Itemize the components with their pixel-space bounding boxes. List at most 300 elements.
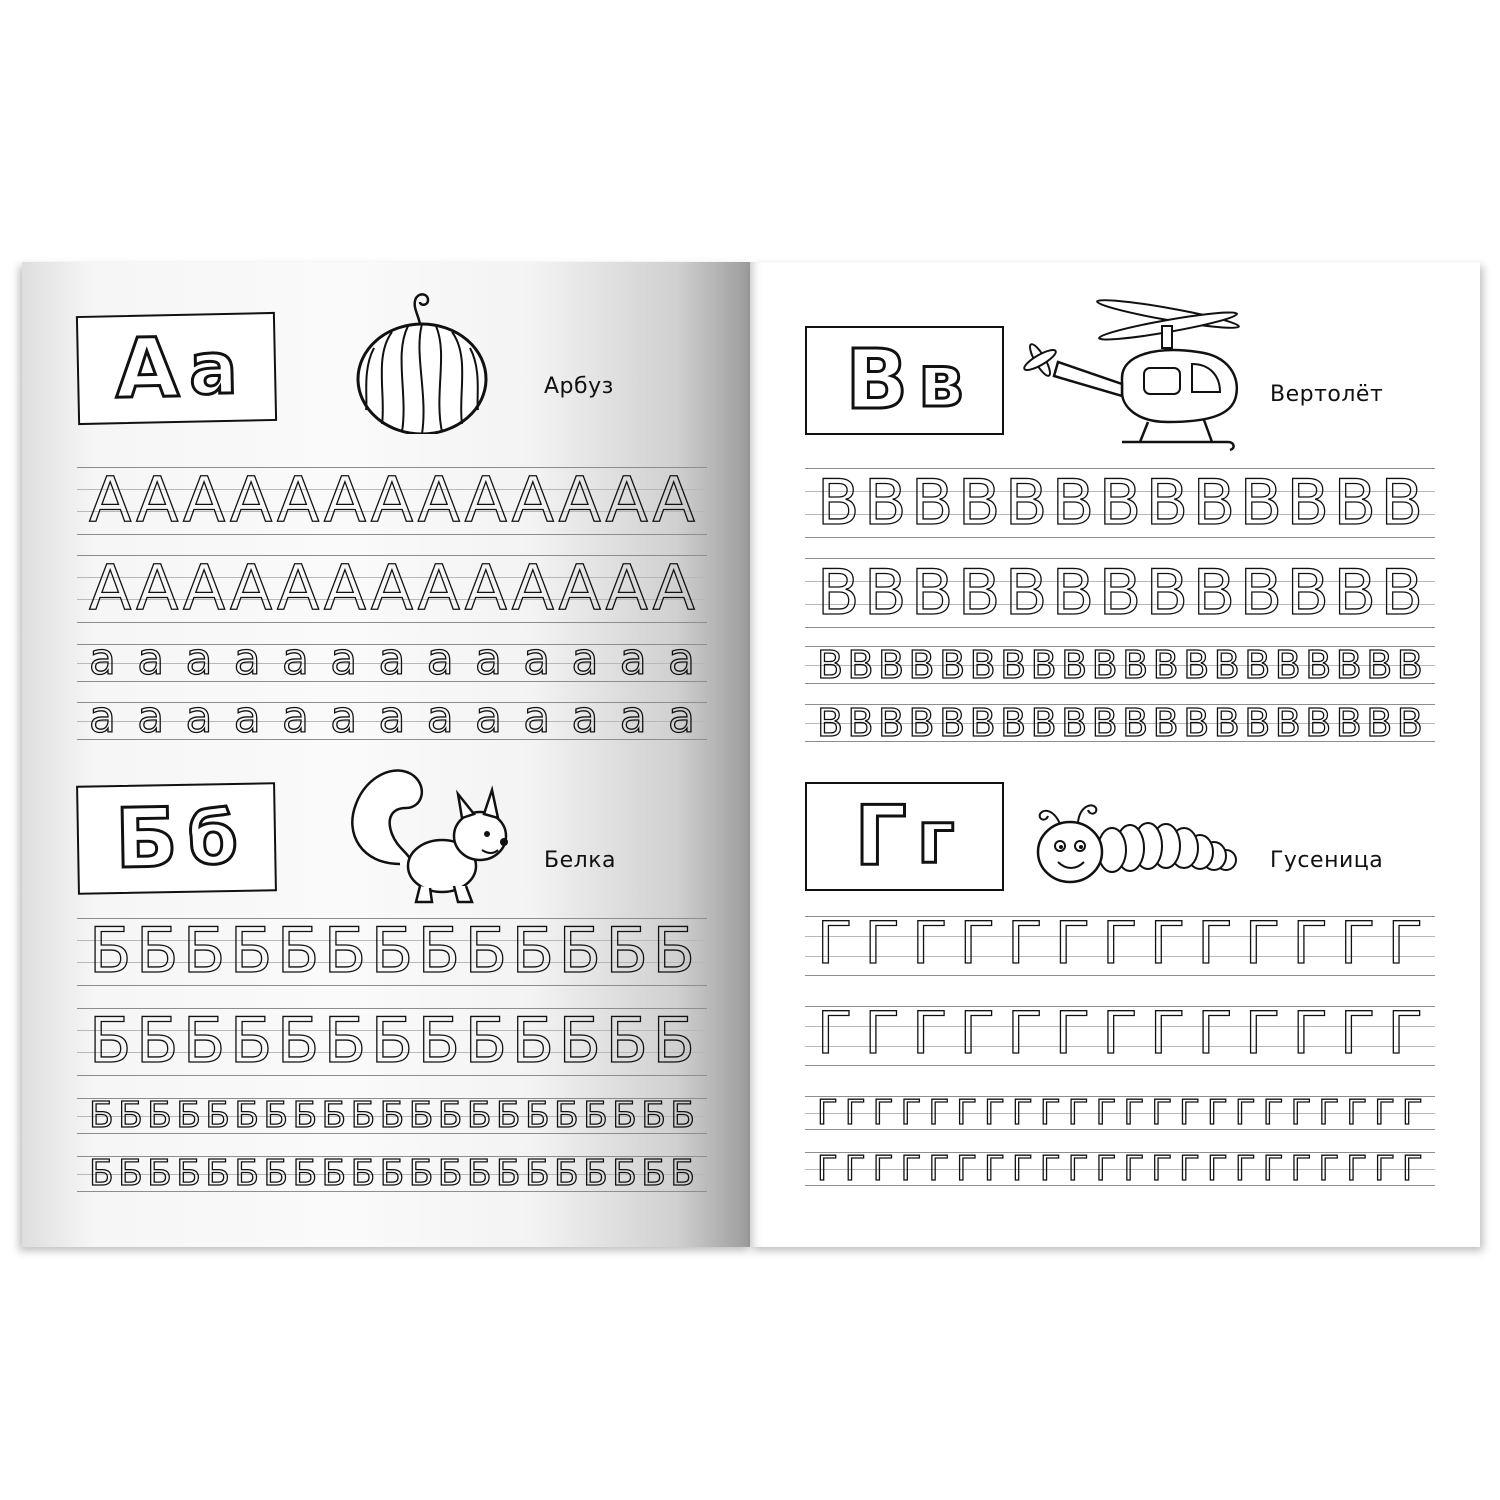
trace-letters bbox=[89, 634, 695, 685]
squirrel-illustration bbox=[342, 754, 512, 914]
trace-letter: В bbox=[1239, 466, 1283, 539]
trace-letter: Б bbox=[641, 1153, 666, 1194]
trace-letter: Б bbox=[89, 1004, 132, 1077]
trace-letter: Б bbox=[641, 1095, 666, 1136]
trace-letter: Г bbox=[864, 909, 900, 977]
trace-letter: В bbox=[969, 701, 996, 745]
trace-letter: Г bbox=[912, 999, 948, 1067]
trace-letters bbox=[817, 1093, 1423, 1133]
trace-letter: Б bbox=[321, 1153, 347, 1194]
trace-letter: В bbox=[817, 466, 860, 539]
writing-row bbox=[77, 1095, 707, 1136]
trace-letter: А bbox=[229, 463, 273, 536]
trace-letter: Б bbox=[524, 1153, 550, 1194]
trace-letter: Г bbox=[1262, 1093, 1284, 1133]
writing-row bbox=[805, 468, 1435, 538]
trace-letter: В bbox=[1183, 643, 1210, 687]
trace-letter: Г bbox=[1039, 1149, 1061, 1189]
trace-letter: а bbox=[668, 634, 695, 685]
trace-letter: Г bbox=[900, 1093, 922, 1133]
trace-letter: Г bbox=[1179, 1149, 1200, 1189]
trace-letter: Г bbox=[1318, 1149, 1340, 1189]
trace-letter: Б bbox=[89, 1153, 114, 1194]
writing-row bbox=[805, 643, 1435, 687]
writing-row bbox=[77, 551, 707, 624]
trace-letter: В bbox=[1061, 643, 1088, 687]
trace-letters bbox=[817, 556, 1423, 629]
trace-letter: В bbox=[817, 643, 844, 687]
word-label-arbuz: Арбуз bbox=[544, 374, 614, 399]
letter-upper: Б bbox=[114, 790, 179, 887]
trace-letter: В bbox=[817, 556, 860, 629]
trace-letter: Б bbox=[583, 1153, 608, 1194]
right-page bbox=[750, 262, 1480, 1247]
trace-letter: Б bbox=[670, 1095, 695, 1136]
caterpillar-illustration bbox=[1030, 796, 1240, 892]
trace-letter: Г bbox=[844, 1093, 866, 1133]
trace-letter: В bbox=[939, 643, 966, 687]
letter-lower: а bbox=[188, 325, 239, 411]
letter-card-v bbox=[805, 326, 1004, 435]
trace-letter: Б bbox=[437, 1095, 463, 1136]
trace-letter: а bbox=[523, 692, 551, 743]
trace-letter: В bbox=[1152, 643, 1179, 687]
trace-letter: Б bbox=[350, 1153, 376, 1194]
trace-letter: Б bbox=[417, 914, 461, 987]
trace-letter: Г bbox=[1402, 1149, 1423, 1189]
trace-letter: А bbox=[323, 551, 367, 624]
trace-letter: В bbox=[910, 556, 954, 629]
trace-letter: а bbox=[282, 634, 309, 685]
trace-letters bbox=[89, 1153, 695, 1194]
trace-letter: Г bbox=[1387, 999, 1423, 1067]
trace-letter: А bbox=[135, 551, 179, 624]
trace-letter: Г bbox=[1318, 1093, 1340, 1133]
trace-letter: В bbox=[1305, 701, 1332, 745]
trace-letters bbox=[89, 463, 695, 536]
writing-row bbox=[77, 914, 707, 987]
trace-letter: а bbox=[233, 692, 261, 743]
trace-letter: Б bbox=[118, 1095, 143, 1136]
trace-letter: Б bbox=[205, 1153, 230, 1194]
trace-letter: В bbox=[1192, 556, 1236, 629]
trace-letter: Б bbox=[466, 1153, 492, 1194]
trace-letter: Г bbox=[1207, 1149, 1228, 1189]
trace-letter: Г bbox=[1290, 1149, 1312, 1189]
trace-letter: В bbox=[1274, 701, 1301, 745]
trace-letter: Б bbox=[379, 1153, 405, 1194]
trace-letter: Б bbox=[276, 914, 320, 987]
trace-letter: Б bbox=[408, 1095, 434, 1136]
trace-letter: Б bbox=[370, 1004, 414, 1077]
trace-letters bbox=[817, 643, 1423, 687]
trace-letter: Г bbox=[1102, 999, 1138, 1067]
letter-card-b bbox=[76, 782, 277, 894]
writing-row bbox=[805, 701, 1435, 745]
trace-letter: В bbox=[1030, 643, 1057, 687]
trace-letter: Б bbox=[652, 1004, 695, 1077]
trace-letter: Б bbox=[350, 1095, 376, 1136]
trace-letter: Г bbox=[872, 1093, 894, 1133]
trace-letter: В bbox=[908, 701, 935, 745]
trace-letter: Г bbox=[1197, 999, 1233, 1067]
trace-letter: В bbox=[1239, 556, 1283, 629]
trace-letter: Г bbox=[1340, 999, 1376, 1067]
trace-letter: Б bbox=[323, 1004, 367, 1077]
trace-letter: Г bbox=[1095, 1149, 1117, 1189]
letter-upper: Г bbox=[854, 788, 907, 884]
writing-row bbox=[805, 999, 1435, 1067]
trace-letter: Г bbox=[1402, 1093, 1423, 1133]
trace-letter: Г bbox=[1123, 1149, 1145, 1189]
trace-letter: Г bbox=[1151, 1093, 1173, 1133]
trace-letter: Б bbox=[263, 1153, 289, 1194]
trace-letter: Б bbox=[118, 1153, 143, 1194]
trace-letter: В bbox=[1098, 466, 1142, 539]
trace-letter: В bbox=[863, 556, 907, 629]
trace-letters bbox=[817, 701, 1423, 745]
writing-row bbox=[805, 1093, 1435, 1133]
trace-letter: Б bbox=[176, 1153, 201, 1194]
writing-row bbox=[77, 463, 707, 536]
trace-letter: А bbox=[652, 463, 695, 536]
trace-letter: Г bbox=[1123, 1093, 1145, 1133]
trace-letter: Б bbox=[583, 1095, 608, 1136]
trace-letter: Г bbox=[1292, 909, 1328, 977]
trace-letters bbox=[89, 1095, 695, 1136]
trace-letter: Г bbox=[959, 909, 996, 977]
trace-letter: В bbox=[1380, 466, 1423, 539]
trace-letter: В bbox=[817, 701, 844, 745]
trace-letter: А bbox=[276, 551, 320, 624]
trace-letter: Г bbox=[1067, 1149, 1089, 1189]
trace-letter: Б bbox=[234, 1153, 260, 1194]
trace-letter: Г bbox=[1007, 999, 1043, 1067]
trace-letter: Г bbox=[1387, 909, 1423, 977]
trace-letter: Б bbox=[466, 1095, 492, 1136]
trace-letter: В bbox=[1274, 643, 1301, 687]
trace-letter: Б bbox=[379, 1095, 405, 1136]
trace-letter: а bbox=[185, 692, 213, 743]
trace-letter: а bbox=[89, 634, 116, 685]
trace-letter: В bbox=[1004, 556, 1048, 629]
trace-letter: В bbox=[1244, 701, 1271, 745]
trace-letter: В bbox=[1333, 556, 1377, 629]
trace-letter: В bbox=[1000, 701, 1027, 745]
trace-letter: Г bbox=[928, 1149, 950, 1189]
trace-letter: Г bbox=[956, 1093, 978, 1133]
trace-letter: Г bbox=[1244, 999, 1281, 1067]
trace-letter: Г bbox=[1054, 909, 1091, 977]
trace-letter: Б bbox=[524, 1095, 550, 1136]
trace-letter: Б bbox=[605, 1004, 649, 1077]
trace-letter: В bbox=[1335, 643, 1362, 687]
trace-letter: Б bbox=[511, 1004, 555, 1077]
trace-letter: А bbox=[417, 463, 461, 536]
trace-letter: Б bbox=[408, 1153, 434, 1194]
trace-letter: Г bbox=[872, 1149, 894, 1189]
trace-letter: А bbox=[652, 551, 695, 624]
trace-letter: Б bbox=[323, 914, 367, 987]
trace-letter: Б bbox=[495, 1153, 521, 1194]
trace-letter: В bbox=[1335, 701, 1362, 745]
trace-letter: Б bbox=[147, 1153, 172, 1194]
trace-letter: Г bbox=[1234, 1149, 1256, 1189]
trace-letter: Г bbox=[1039, 1093, 1061, 1133]
trace-letter: а bbox=[137, 692, 165, 743]
trace-letter: А bbox=[370, 463, 414, 536]
trace-letter: а bbox=[619, 692, 647, 743]
trace-letter: А bbox=[511, 463, 554, 536]
trace-letter: В bbox=[1122, 643, 1149, 687]
watermelon-illustration bbox=[352, 284, 492, 434]
trace-letter: Г bbox=[1374, 1093, 1395, 1133]
helicopter-illustration bbox=[1018, 296, 1248, 466]
trace-letter: А bbox=[558, 463, 601, 536]
letter-lower: б bbox=[186, 795, 239, 881]
trace-letter: В bbox=[863, 466, 907, 539]
trace-letter: Б bbox=[652, 914, 695, 987]
trace-letter: а bbox=[378, 634, 406, 685]
trace-letter: А bbox=[605, 551, 648, 624]
trace-letter: а bbox=[330, 634, 358, 685]
trace-letter: В bbox=[1051, 556, 1095, 629]
trace-letter: В bbox=[1380, 556, 1423, 629]
trace-letter: А bbox=[511, 551, 554, 624]
trace-letter: Г bbox=[1374, 1149, 1395, 1189]
trace-letter: Б bbox=[182, 1004, 226, 1077]
trace-letter: А bbox=[558, 551, 601, 624]
trace-letter: В bbox=[1244, 643, 1271, 687]
trace-letter: А bbox=[276, 463, 320, 536]
trace-letter: В bbox=[1061, 701, 1088, 745]
trace-letter: В bbox=[1286, 556, 1330, 629]
trace-letter: Б bbox=[437, 1153, 463, 1194]
trace-letter: А bbox=[229, 551, 273, 624]
trace-letter: а bbox=[475, 692, 502, 743]
word-label-belka: Белка bbox=[544, 848, 616, 873]
trace-letter: Г bbox=[1207, 1093, 1228, 1133]
trace-letter: В bbox=[1004, 466, 1048, 539]
trace-letter: Г bbox=[1054, 999, 1091, 1067]
writing-row bbox=[805, 1149, 1435, 1189]
trace-letter: Б bbox=[292, 1095, 318, 1136]
trace-letter: Б bbox=[176, 1095, 201, 1136]
trace-letter: А bbox=[182, 463, 226, 536]
writing-row bbox=[805, 558, 1435, 628]
trace-letter: Б bbox=[182, 914, 226, 987]
trace-letter: Б bbox=[554, 1095, 579, 1136]
trace-letter: Г bbox=[1340, 909, 1376, 977]
trace-letter: В bbox=[1213, 643, 1240, 687]
letter-card-g bbox=[805, 782, 1004, 891]
trace-letter: В bbox=[1366, 643, 1393, 687]
trace-letter: В bbox=[908, 643, 935, 687]
trace-letter: В bbox=[1030, 701, 1057, 745]
trace-letter: а bbox=[233, 634, 261, 685]
trace-letter: Г bbox=[928, 1093, 950, 1133]
trace-letter: В bbox=[1145, 466, 1189, 539]
trace-letter: Б bbox=[558, 914, 602, 987]
trace-letter: В bbox=[1000, 643, 1027, 687]
trace-letter: а bbox=[523, 634, 551, 685]
trace-letters bbox=[89, 551, 695, 624]
writing-row bbox=[77, 692, 707, 743]
trace-letter: В bbox=[1145, 556, 1189, 629]
trace-letter: А bbox=[464, 463, 508, 536]
trace-letter: Б bbox=[464, 1004, 508, 1077]
trace-letter: В bbox=[847, 701, 874, 745]
trace-letter: а bbox=[330, 692, 358, 743]
word-label-gusenica: Гусеница bbox=[1270, 848, 1384, 873]
trace-letter: Б bbox=[612, 1153, 637, 1194]
letter-upper: А bbox=[114, 320, 180, 417]
trace-letter: Б bbox=[89, 914, 132, 987]
trace-letter: В bbox=[847, 643, 874, 687]
trace-letter: Б bbox=[234, 1095, 260, 1136]
trace-letter: В bbox=[969, 643, 996, 687]
trace-letter: а bbox=[185, 634, 213, 685]
trace-letter: Г bbox=[956, 1149, 978, 1189]
trace-letter: Б bbox=[612, 1095, 637, 1136]
trace-letter: Г bbox=[1244, 909, 1281, 977]
writing-row bbox=[77, 1153, 707, 1194]
trace-letter: Б bbox=[89, 1095, 114, 1136]
trace-letter: Г bbox=[1197, 909, 1233, 977]
letter-lower: г bbox=[916, 794, 955, 879]
writing-row bbox=[77, 634, 707, 685]
trace-letter: В bbox=[957, 556, 1001, 629]
trace-letter: Г bbox=[984, 1093, 1005, 1133]
trace-letter: Г bbox=[1149, 999, 1186, 1067]
trace-letter: Г bbox=[1095, 1093, 1117, 1133]
trace-letter: Б bbox=[135, 1004, 179, 1077]
trace-letter: А bbox=[182, 551, 226, 624]
trace-letter: Б bbox=[417, 1004, 461, 1077]
trace-letter: а bbox=[89, 692, 116, 743]
trace-letter: Г bbox=[959, 999, 996, 1067]
letter-lower: в bbox=[917, 338, 964, 423]
trace-letter: Б bbox=[205, 1095, 230, 1136]
trace-letter: В bbox=[1098, 556, 1142, 629]
trace-letter: В bbox=[1091, 643, 1118, 687]
trace-letter: Г bbox=[1234, 1093, 1256, 1133]
trace-letter: Б bbox=[464, 914, 508, 987]
trace-letter: Г bbox=[1151, 1149, 1173, 1189]
trace-letter: Г bbox=[1179, 1093, 1200, 1133]
trace-letters bbox=[817, 1149, 1423, 1189]
trace-letter: Г bbox=[912, 909, 948, 977]
trace-letter: А bbox=[417, 551, 461, 624]
trace-letter: Б bbox=[495, 1095, 521, 1136]
trace-letter: В bbox=[1396, 701, 1423, 745]
trace-letter: а bbox=[426, 692, 454, 743]
trace-letter: Б bbox=[370, 914, 414, 987]
trace-letter: А bbox=[135, 463, 179, 536]
trace-letter: Б bbox=[511, 914, 555, 987]
trace-letter: а bbox=[426, 634, 454, 685]
trace-letter: В bbox=[939, 701, 966, 745]
trace-letter: А bbox=[464, 551, 508, 624]
trace-letter: а bbox=[378, 692, 406, 743]
trace-letter: а bbox=[282, 692, 309, 743]
trace-letter: В bbox=[878, 643, 905, 687]
trace-letter: В bbox=[1091, 701, 1118, 745]
writing-row bbox=[805, 909, 1435, 977]
letter-card-a bbox=[76, 312, 277, 425]
trace-letters bbox=[89, 914, 695, 987]
trace-letter: Б bbox=[321, 1095, 347, 1136]
trace-letter: Б bbox=[135, 914, 179, 987]
trace-letter: Г bbox=[817, 999, 853, 1067]
trace-letter: а bbox=[619, 634, 647, 685]
trace-letter: а bbox=[475, 634, 502, 685]
trace-letter: В bbox=[1366, 701, 1393, 745]
trace-letter: Б bbox=[670, 1153, 695, 1194]
trace-letter: А bbox=[89, 551, 132, 624]
trace-letter: Б bbox=[292, 1153, 318, 1194]
trace-letter: Б bbox=[229, 914, 273, 987]
trace-letter: Г bbox=[1290, 1093, 1312, 1133]
trace-letter: Г bbox=[817, 1093, 838, 1133]
trace-letter: Б bbox=[263, 1095, 289, 1136]
trace-letter: В bbox=[1396, 643, 1423, 687]
trace-letters bbox=[817, 909, 1423, 977]
trace-letter: А bbox=[370, 551, 414, 624]
trace-letter: Г bbox=[1346, 1093, 1368, 1133]
trace-letter: В bbox=[1192, 466, 1236, 539]
trace-letter: Г bbox=[844, 1149, 866, 1189]
trace-letter: В bbox=[1333, 466, 1377, 539]
trace-letter: А bbox=[323, 463, 367, 536]
letter-upper: В bbox=[845, 332, 908, 428]
trace-letter: Б bbox=[276, 1004, 320, 1077]
trace-letter: В bbox=[1305, 643, 1332, 687]
writing-row bbox=[77, 1004, 707, 1077]
trace-letter: Б bbox=[229, 1004, 273, 1077]
trace-letter: В bbox=[1152, 701, 1179, 745]
trace-letter: В bbox=[1122, 701, 1149, 745]
trace-letter: А bbox=[89, 463, 132, 536]
trace-letter: Г bbox=[984, 1149, 1005, 1189]
trace-letter: Г bbox=[1346, 1149, 1368, 1189]
trace-letter: Г bbox=[1012, 1093, 1033, 1133]
trace-letter: Г bbox=[1007, 909, 1043, 977]
trace-letter: Г bbox=[1012, 1149, 1033, 1189]
trace-letter: Г bbox=[817, 909, 853, 977]
trace-letter: В bbox=[878, 701, 905, 745]
trace-letter: Г bbox=[817, 1149, 838, 1189]
trace-letter: Б bbox=[147, 1095, 172, 1136]
trace-letter: а bbox=[668, 692, 695, 743]
trace-letter: В bbox=[1286, 466, 1330, 539]
trace-letter: а bbox=[571, 634, 599, 685]
trace-letters bbox=[89, 692, 695, 743]
trace-letter: а bbox=[137, 634, 165, 685]
trace-letter: Б bbox=[554, 1153, 579, 1194]
trace-letter: а bbox=[571, 692, 599, 743]
trace-letter: Г bbox=[864, 999, 900, 1067]
left-page bbox=[22, 262, 752, 1247]
trace-letter: Б bbox=[605, 914, 649, 987]
trace-letter: В bbox=[910, 466, 954, 539]
trace-letter: Г bbox=[1262, 1149, 1284, 1189]
trace-letter: В bbox=[1183, 701, 1210, 745]
trace-letters bbox=[817, 466, 1423, 539]
trace-letter: Г bbox=[1292, 999, 1328, 1067]
trace-letter: А bbox=[605, 463, 648, 536]
trace-letter: В bbox=[957, 466, 1001, 539]
